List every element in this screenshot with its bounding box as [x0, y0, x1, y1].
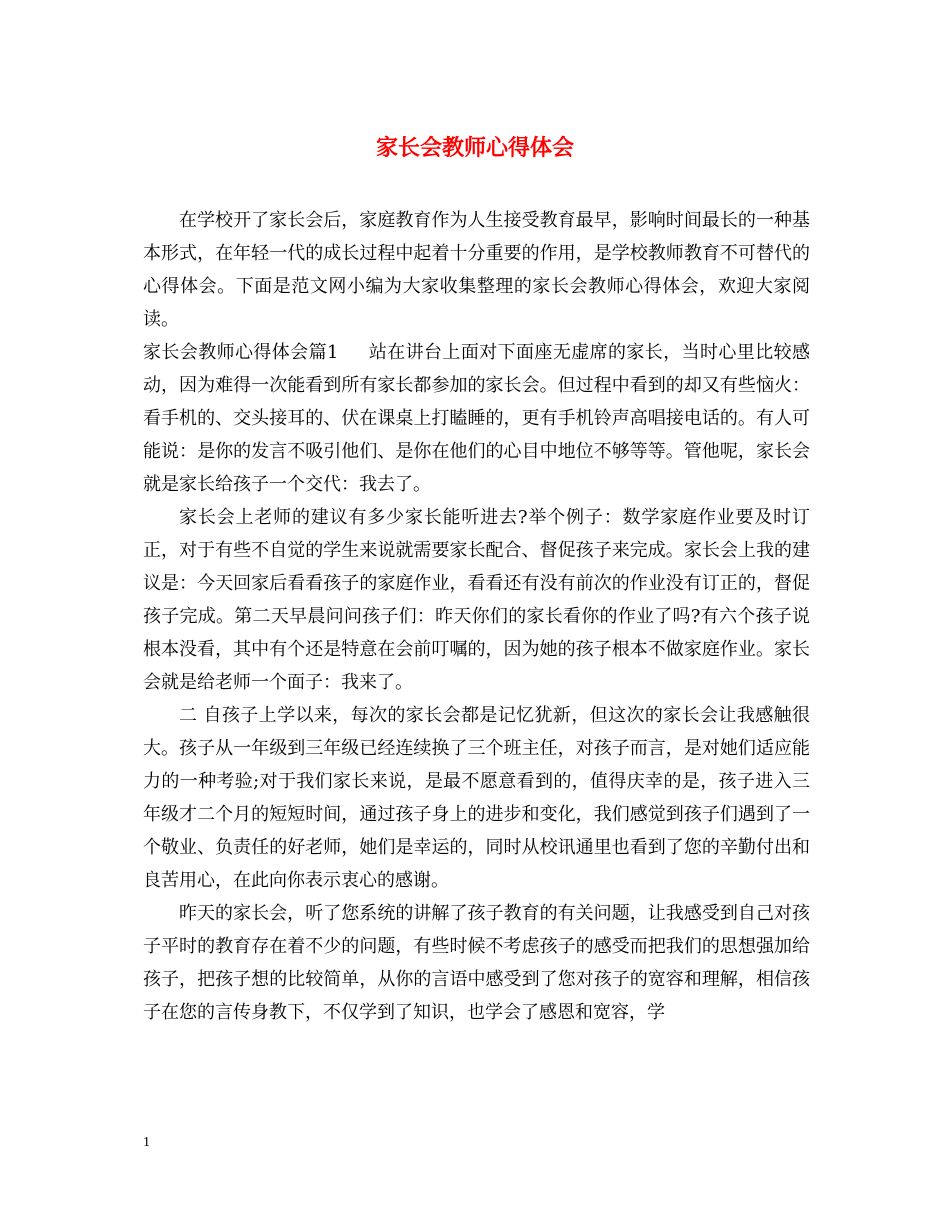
paragraph-section-1	[143, 336, 810, 501]
document-title: 家长会教师心得体会	[375, 135, 574, 161]
section-1-text: 站在讲台上面对下面座无虚席的家长，当时心里比较感动，因为难得一次能看到所有家长都参加的家长会。但过程中看到的却又有些恼火：看手机的、交头接耳的、伏在课桌上打瞌睡的，更有手机铃声高唱接电话的。有人可能说：是你的发言不吸引他们、是你在他们的心目中地位不够等等。管他呢，家长会就是家长给孩子一个交代：我去了。	[143, 342, 810, 495]
paragraph-4: 昨天的家长会，听了您系统的讲解了孩子教育的有关问题，让我感受到自己对孩子平时的教育存在着不少的问题，有些时候不考虑孩子的感受而把我们的思想强加给孩子，把孩子想的比较简单，从你的言语中感受到了您对孩子的宽容和理解，相信孩子在您的言传身教下，不仅学到了知识，也学会了感恩和宽容，学	[143, 903, 810, 1023]
paragraph-3: 二 自孩子上学以来，每次的家长会都是记忆犹新，但这次的家长会让我感触很大。孩子从一年级到三年级已经连续换了三个班主任，对孩子而言，是对她们适应能力的一种考验;对于我们家长来说，是最不愿意看到的，值得庆幸的是，孩子进入三年级才二个月的短短时间，通过孩子身上的进步和变化，我们感觉到孩子们遇到了一个敬业、负责任的好老师，她们是幸运的，同时从校讯通里也看到了您的辛勤付出和良苦用心，在此向你表示衷心的感谢。	[143, 705, 810, 891]
paragraph-intro: 在学校开了家长会后，家庭教育作为人生接受教育最早，影响时间最长的一种基本形式，在年轻一代的成长过程中起着十分重要的作用，是学校教师教育不可替代的心得体会。下面是范文网小编为大家收集整理的家长会教师心得体会，欢迎大家阅读。	[143, 210, 810, 330]
paragraph-2: 家长会上老师的建议有多少家长能听进去?举个例子：数学家庭作业要及时订正，对于有些不自觉的学生来说就需要家长配合、督促孩子来完成。家长会上我的建议是：今天回家后看看孩子的家庭作业，看看还有没有前次的作业没有订正的，督促孩子完成。第二天早晨问问孩子们：昨天你们的家长看你的作业了吗?有六个孩子说根本没看，其中有个还是特意在会前叮嘱的，因为她的孩子根本不做家庭作业。家长会就是给老师一个面子：我来了。	[143, 507, 810, 693]
section-heading: 家长会教师心得体会篇1	[143, 342, 339, 363]
document-body	[143, 204, 810, 1029]
page-number: 1	[143, 1135, 150, 1150]
